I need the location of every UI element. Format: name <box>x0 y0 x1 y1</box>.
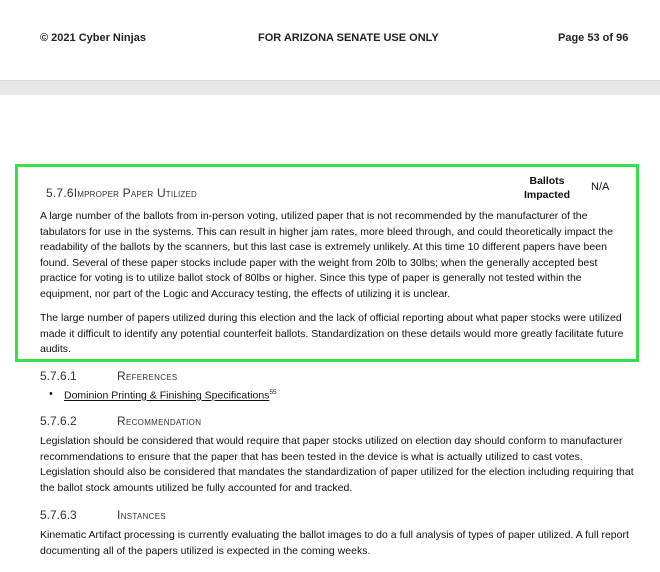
classification-text: FOR ARIZONA SENATE USE ONLY <box>258 32 439 44</box>
recommendation-number: 5.7.6.2 <box>40 414 77 428</box>
previous-page-header <box>0 0 660 81</box>
references-number: 5.7.6.1 <box>40 369 77 383</box>
section-paragraph-2: The large number of papers utilized during this election and the lack of official reporting about what paper stocks were utilized made it difficult to identify any potential counterfeit ballots. Standardization on these details would more greatly facilitate future audits. <box>40 312 624 356</box>
ballots-impacted-label: Ballots Impacted <box>523 175 571 201</box>
recommendation-title: Recommendation <box>117 414 202 428</box>
footnote-marker[interactable]: 55 <box>269 389 277 396</box>
reference-link[interactable]: Dominion Printing & Finishing Specifications <box>64 389 270 402</box>
recommendation-text: Legislation should be considered that would require that paper stocks utilized on election day should conform to manufacturer recommendations to ensure that the paper that has been tested in the device is what is actually utilized to cast votes. Legislation should also be considered that mandates the standardization of paper utilized for the election including requiring that the ballot stock amounts utilized be fully accounted for and tracked. <box>40 435 634 494</box>
references-title: References <box>117 369 178 383</box>
instances-number: 5.7.6.3 <box>40 508 77 522</box>
copyright-text: © 2021 Cyber Ninjas <box>40 32 146 44</box>
page-number: Page 53 of 96 <box>558 32 629 44</box>
instances-title: Instances <box>117 508 167 522</box>
section-heading <box>46 186 197 200</box>
bullet-icon: • <box>49 388 53 400</box>
section-number: 5.7.6 <box>46 186 74 200</box>
section-title: Improper Paper Utilized <box>73 186 197 200</box>
page-separator <box>0 81 660 95</box>
ballots-impacted-value: N/A <box>591 181 610 193</box>
section-paragraph-1: A large number of the ballots from in-person voting, utilized paper that is not recommended by the manufacturer of the tabulators for use in the systems. This can result in higher jam rates, more bleed through, and could theoretically impact the readability of the ballots by the scanners, but this last case is extremely unlikely. At this time 10 different papers have been found. Several of these paper stocks include paper with the weight from 20lb to 30lbs; when the generally accepted best practice for voting is to utilize ballot stock of 80lbs or higher. Since this type of paper is generally not tested within the equipment, nor part of the Logic and Accuracy testing, the effects of utilizing it is unclear. <box>40 210 613 300</box>
reference-list-item <box>49 388 277 402</box>
instances-text: Kinematic Artifact processing is currently evaluating the ballot images to do a full analysis of types of paper utilized. A full report documenting all of the papers utilized is expected in the coming weeks. <box>40 529 629 557</box>
